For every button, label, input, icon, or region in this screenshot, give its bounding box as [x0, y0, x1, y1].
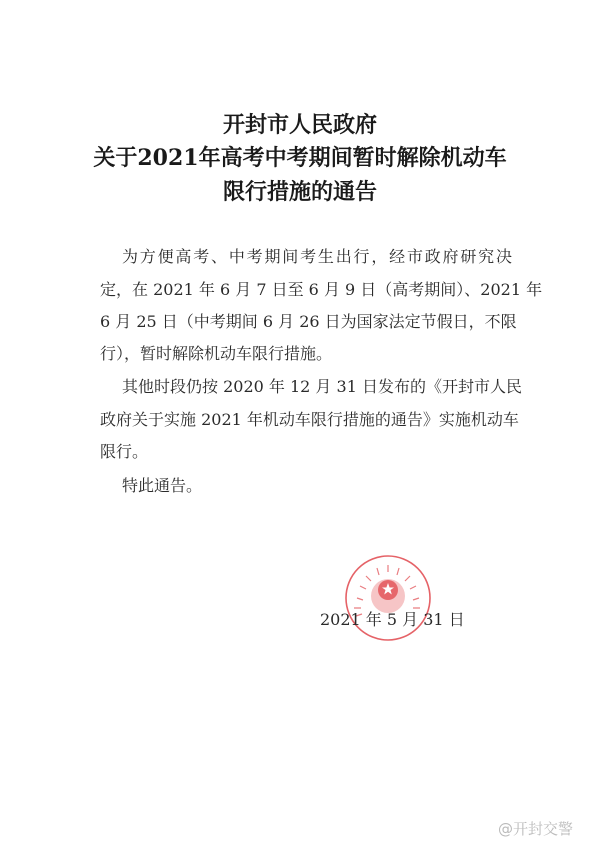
watermark: @开封交警 — [498, 820, 574, 838]
body-line: 定，在 2021 年 6 月 7 日至 6 月 9 日（高考期间）、2021 年 — [100, 280, 543, 299]
closing-text: 特此通告。 — [122, 476, 203, 495]
body-line: 行），暂时解除机动车限行措施。 — [100, 344, 333, 363]
title-line-2: 关于2021年高考中考期间暂时解除机动车 — [93, 145, 507, 171]
body-line: 限行。 — [100, 442, 149, 461]
title-line-3: 限行措施的通告 — [222, 179, 377, 205]
body-line: 政府关于实施 2021 年机动车限行措施的通告》实施机动车 — [100, 410, 519, 429]
body-line: 为方便高考、中考期间考生出行，经市政府研究决 — [122, 247, 512, 266]
document-date: 2021 年 5 月 31 日 — [320, 610, 465, 629]
body-line: 6 月 25 日（中考期间 6 月 26 日为国家法定节假日，不限 — [100, 312, 517, 331]
title-line-1: 开封市人民政府 — [222, 112, 377, 138]
body-line: 其他时段仍按 2020 年 12 月 31 日发布的《开封市人民 — [122, 377, 522, 396]
